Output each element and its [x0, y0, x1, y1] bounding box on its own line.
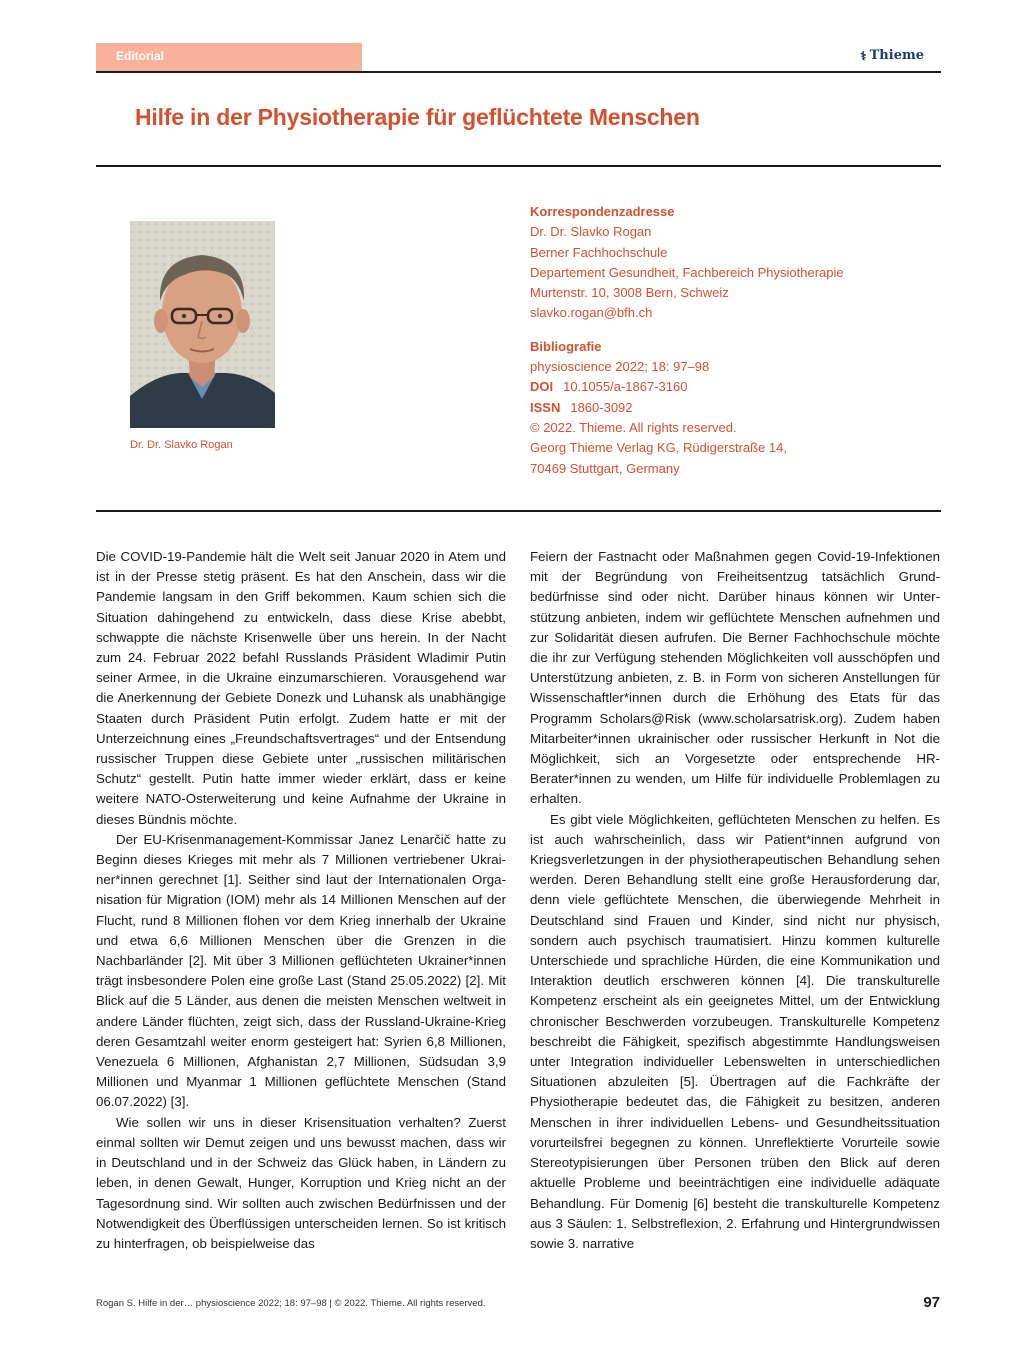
article-info	[530, 202, 930, 479]
bibliography-doi	[530, 377, 930, 397]
page-footer: Rogan S. Hilfe in der… physioscience 2022; 18: 97–98 | © 2022. Thieme. All rights reserved.	[96, 1298, 486, 1309]
bibliography-heading: Bibliografie	[530, 338, 602, 354]
title-rule	[96, 165, 941, 167]
body-paragraph: Es gibt viele Möglichkeiten, geflüchteten Menschen zu helfen. Es ist auch wahrscheinlich, dass wir Patient*innen aufgrund von Kriegsverletzungen in der physiotherapeutischen Behandlung sehen werden. Deren Behandlung stellt eine große Herausforderung dar, denn viele geflüchtete Menschen, die überwiegende Mehrheit in Deutschland sind Frauen und Kinder, sind nicht nur physisch, sondern auch psychisch traumatisiert. Hinzu kommen kulturelle Unterschiede und sprachliche Hürden, die eine Kommunikation und Interaktion deutlich erschweren können [4]. Die transkulturelle Kompetenz erscheint als ein geeignetes Mittel, um der Entwicklung chronischer Beschwerden vorzubeugen. Transkulturelle Kompetenz beschreibt die Fähigkeit, spezifisch abgestimmte Handlungsweisen unter Integration individueller Lebenswelten in unterschiedlichen Situationen abzuleiten [5]. Übertragen auf die Fachkräfte der Physiotherapie bedeutet das, die Fähigkeit zu besitzen, anderen Menschen in ihrer individuellen Lebens- und Gesundheitssituation vorurteilsfrei begegnen zu können. Unreflektierte Vorurteile sowie Stereotypisierungen über Personen trüben den Blick auf deren aktuelle Probleme und beeinträchtigen eine individuelle adäquate Behandlung. Für Domenig [6] besteht die transkulturelle Kompetenz aus 3 Säulen: 1. Selbstreflexion, 2. Erfahrung und Hintergrundwissen sowie 3. narrative	[530, 811, 940, 1251]
correspondence-heading: Korrespondenzadresse	[530, 204, 675, 219]
header-rule	[96, 71, 941, 73]
bibliography-copyright: © 2022. Thieme. All rights reserved.	[530, 419, 737, 435]
body-paragraph: Feiern der Fastnacht oder Maßnahmen gegen Covid-19-Infektionen mit der Begründung von Freiheitsentzug tatsächlich Grundbedürfnisse sind oder nicht. Darüber hinaus können wir Unterstützung anbieten, indem wir geflüchtete Menschen aufnehmen und zur Solidarität diesen aufrufen. Die Berner Fachhochschule möchte die ihr zur Verfügung stehenden Möglichkeiten voll ausschöpfen und Unterstützung anbieten, z. B. in Form von sicheren Anstellungen für Wissenschaftler*innen durch die Erhöhung des Etats für das Programm Scholars@Risk (www.scholarsatrisk.org). Zudem haben Mitarbeiter*innen ukrainischer oder russischer Herkunft in Not die Möglichkeit, sich an Vorgesetzte oder entsprechende HR-Berater*innen zu wenden, um Hilfe für individuelle Problemlagen zu erhalten.	[530, 549, 940, 807]
info-spacer	[530, 324, 930, 337]
bibliography-publisher-line2: 70469 Stuttgart, Germany	[530, 460, 680, 476]
author-photo	[130, 221, 275, 428]
section-badge: Editorial	[96, 43, 362, 71]
correspondence-department: Departement Gesundheit, Fachbereich Physiotherapie	[530, 264, 844, 280]
correspondence-street: Murtenstr. 10, 3008 Bern, Schweiz	[530, 285, 729, 301]
body-paragraph: Wie sollen wir uns in dieser Krisensituation verhalten? Zuerst einmal sollten wir Demut zeigen und uns bewusst machen, dass wir in Deutschland und in der Schweiz das Glück haben, in Ländern zu leben, in denen Gewalt, Hunger, Korruption und Krieg nicht an der Tagesordnung sind. Wir sollten auch zwischen Bedürfnissen und der Notwendigkeit des Überflüssigen unterscheiden lernen. So ist kritisch zu hinterfragen, ob beispielweise das	[96, 1114, 506, 1251]
photo-caption: Dr. Dr. Slavko Rogan	[130, 439, 233, 451]
info-rule	[96, 510, 941, 512]
doi-value[interactable]: 10.1055/a-1867-3160	[563, 379, 688, 395]
correspondence-institution: Berner Fachhochschule	[530, 244, 668, 260]
author-portrait	[130, 221, 275, 428]
brand-name: Thieme	[869, 48, 924, 63]
bibliography-publisher-line1: Georg Thieme Verlag KG, Rüdigerstraße 14,	[530, 440, 787, 456]
body-column-right	[530, 547, 940, 1254]
article-title: Hilfe in der Physiotherapie für geflüchtete Menschen	[135, 104, 700, 130]
issn-label: ISSN	[530, 399, 561, 415]
issn-value: 1860-3092	[570, 399, 633, 415]
bibliography-citation: physioscience 2022; 18: 97–98	[530, 359, 710, 375]
publisher-brand	[860, 48, 924, 63]
page-number: 97	[923, 1294, 940, 1311]
body-paragraph: Der EU-Krisenmanagement-Kommissar Janez Lenarčič hatte zu Beginn dieses Krieges mit mehr als 7 Millionen vertriebener Ukrainer*innen gerechnet [1]. Seither sind laut der Internationalen Organisation für Migration (IOM) mehr als 14 Millionen Menschen auf der Flucht, rund 8 Millionen flohen vor dem Krieg innerhalb der Ukraine und etwa 6,6 Millionen Menschen über die Grenzen in die Nachbarländer [2]. Mit über 3 Millionen geflüchteten Ukrainer*innen trägt insbesondere Polen eine große Last (Stand 25.05.2022) [2]. Mit Blick auf die 5 Länder, aus denen die meisten Menschen weltweit in andere Länder flüchten, zeigt sich, dass der Russland-Ukraine-Krieg deren Gesamtzahl weiter enorm gesteigert hat: Syrien 6,8 Millionen, Venezuela 6 Millionen, Afghanistan 2,7 Millionen, Südsudan 3,9 Millionen und Myanmar 1 Millionen geflüchtete Menschen (Stand 06.07.2022) [3].	[96, 831, 506, 1110]
body-paragraph: Die COVID-19-Pandemie hält die Welt seit Januar 2020 in Atem und ist in der Presse stetig präsent. Es hat den Anschein, dass wir die Pandemie langsam in den Griff bekommen. Kaum schien sich die Situation dahingehend zu entwickeln, dass diese Krise abebbt, schwappte die nächste Krisenwelle über uns herein. In der Nacht zum 24. Februar 2022 befahl Russlands Präsident Wladimir Putin seiner Armee, in die Ukraine einzumarschieren. Vorausgehend war die Anerkennung der Gebiete Donezk und Luhansk als unabhängige Staaten durch Präsident Putin erfolgt. Zudem hatte er mit der Unterzeichnung eines „Freundschaftsvertrages“ und der Entsendung russischer Truppen diese Gebiete unter „russischen militärischen Schutz“ gestellt. Putin hatte immer wieder erklärt, dass er keine weitere NATO-Osterweiterung und keine Aufnahme der Ukraine in dieses Bündnis möchte.	[96, 549, 506, 827]
correspondence-email[interactable]: slavko.rogan@bfh.ch	[530, 305, 653, 321]
thieme-logo-icon: ⚕	[860, 48, 867, 63]
correspondence-name: Dr. Dr. Slavko Rogan	[530, 224, 652, 240]
doi-label: DOI	[530, 379, 554, 395]
body-column-left	[96, 547, 506, 1254]
bibliography-issn	[530, 398, 930, 418]
